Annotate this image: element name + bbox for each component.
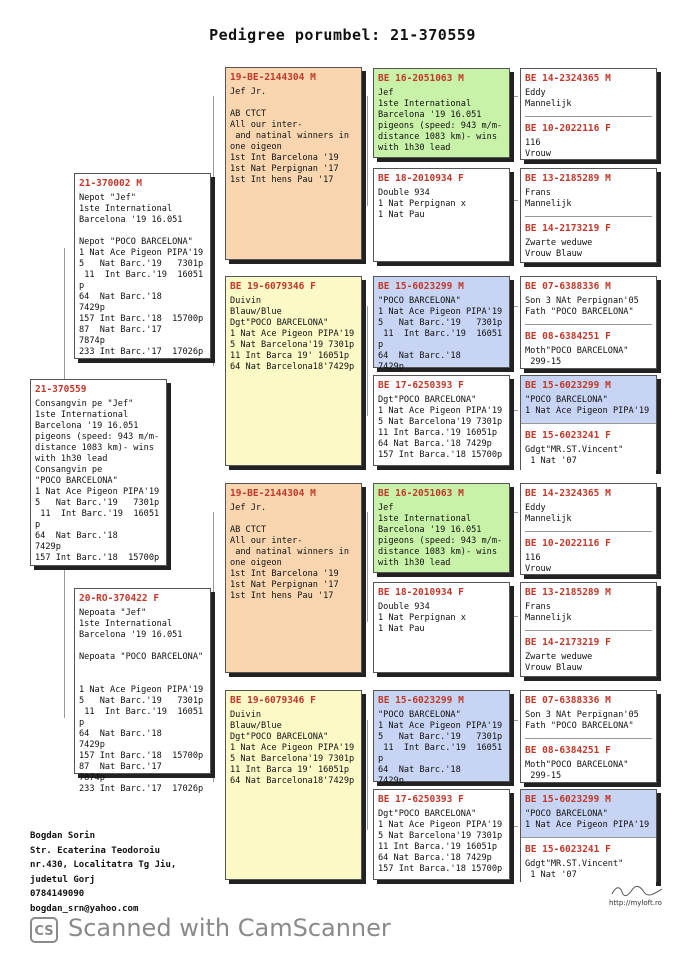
ggg-sire-ring-number: BE 13-2185289 M [525,173,611,184]
sire-ring-number: 21-370002 M [79,178,142,189]
ggg-card-4[interactable] [520,375,657,470]
gg-card-5[interactable] [373,483,510,573]
ggg-card-7[interactable] [520,690,657,783]
ggg-card-8[interactable] [520,789,657,882]
gg-description: "POCO BARCELONA" 1 Nat Ace Pigeon PIPA'19 5 Nat Barc.'19 7301p 11 Int Barc.'19 16051 p 64 Nat Barc.'18 7429p [378,296,503,372]
owner-locality: nr.430, Localitatra Tg Jiu, [30,860,177,870]
ggg-sire-description: Frans Mannelijk [525,602,572,623]
ggg-dam-description: Zwarte weduwe Vrouw Blauw [525,238,593,259]
gg-description: Double 934 1 Nat Perpignan x 1 Nat Pau [378,188,466,220]
page-title: Pedigree porumbel: 21-370559 [209,26,476,44]
ggg-dam-ring-number: BE 15-6023241 F [525,430,611,441]
gg-card-2[interactable] [373,168,510,262]
pigeon-card[interactable] [30,379,167,566]
granddam-maternal-card[interactable] [225,690,362,880]
ggg-dam-description: 116 Vrouw [525,138,551,159]
ggg-dam-description: Moth"POCO BARCELONA" 299-15 [525,346,629,367]
camscanner-logo-icon: CS [30,917,58,943]
connector-line [512,616,518,617]
granddam-maternal-description: Duivin Blauw/Blue Dgt"POCO BARCELONA" 1 Nat Ace Pigeon PIPA'19 5 Nat Barcelona'19 7301p 11 Int Barca 19' 16051p 64 Nat Barcelona18'7429p [230,710,355,786]
grandsire-maternal-description: Jef Jr. AB CTCT All our inter- and natinal winners in one oigeon 1st Int Barcelona '19 1st Nat Perpignan '17 1st Int hens Pau '17 [230,503,350,601]
gg-card-4[interactable] [373,375,510,466]
owner-email: bogdan_srn@yahoo.com [30,903,139,914]
ggg-dam-ring-number: BE 10-2022116 F [525,538,611,549]
owner-street: Str. Ecaterina Teodoroiu [30,845,161,856]
ggg-sire-ring-number: BE 07-6388336 M [525,695,611,706]
site-url: http://myloft.ro [609,899,662,907]
ggg-sire-description: "POCO BARCELONA" 1 Nat Ace Pigeon PIPA'19 [525,395,650,416]
ggg-sire-ring-number: BE 13-2185289 M [525,587,611,598]
ggg-sire-description: "POCO BARCELONA" 1 Nat Ace Pigeon PIPA'19 [525,809,650,830]
grandsire-maternal-card[interactable] [225,483,362,673]
gg-card-1[interactable] [373,68,510,158]
ggg-card-5[interactable] [520,483,657,575]
ggg-card-6[interactable] [520,582,657,677]
connector-line [512,410,518,411]
ggg-dam-ring-number: BE 14-2173219 F [525,637,611,648]
granddam-paternal-ring-number: BE 19-6079346 F [230,281,316,292]
gg-ring-number: BE 18-2010934 F [378,173,464,184]
ggg-dam-ring-number: BE 14-2173219 F [525,223,611,234]
grandsire-paternal-description: Jef Jr. AB CTCT All our inter- and natinal winners in one oigeon 1st Int Barcelona '19 1st Nat Perpignan '17 1st Int hens Pau '17 [230,87,350,185]
ggg-dam-ring-number: BE 08-6384251 F [525,331,611,342]
ggg-sire-ring-number: BE 15-6023299 M [525,794,611,805]
ggg-sire-description: Eddy Mannelijk [525,88,572,109]
connector-line [367,720,368,830]
connector-line [512,96,518,97]
ggg-dam-description: Gdgt"MR.ST.Vincent" 1 Nat '07 [525,859,624,880]
gg-description: Dgt"POCO BARCELONA" 1 Nat Ace Pigeon PIPA'19 5 Nat Barcelona'19 7301p 11 Int Barca.'19 16051p 64 Nat Barca.'18 7429p 157 Int Barca.'18 15700p [378,395,503,460]
connector-line [512,200,518,201]
ggg-sire-ring-number: BE 14-2324365 M [525,488,611,499]
dam-card[interactable] [74,588,211,794]
ggg-sire-description: Eddy Mannelijk [525,503,572,524]
ggg-sire-description: Son 3 NAt Perpignan'05 Fath "POCO BARCELONA" [525,296,639,317]
gg-ring-number: BE 16-2051063 M [378,488,464,499]
camscanner-watermark: Scanned with CamScanner [68,914,391,942]
gg-ring-number: BE 15-6023299 M [378,695,464,706]
connector-line [512,826,518,827]
ggg-dam-ring-number: BE 10-2022116 F [525,123,611,134]
ggg-dam-ring-number: BE 08-6384251 F [525,745,611,756]
pigeon-ring-number: 21-370559 [35,384,87,395]
ggg-sire-ring-number: BE 07-6388336 M [525,281,611,292]
connector-line [512,720,518,721]
ggg-dam-description: Moth"POCO BARCELONA" 299-15 [525,760,629,781]
owner-name: Bogdan Sorin [30,831,96,841]
connector-line [512,306,518,307]
gg-description: Jef 1ste International Barcelona '19 16.051 pigeons (speed: 943 m/m- distance 1083 km)- wins with 1h30 lead [378,88,503,153]
gg-description: "POCO BARCELONA" 1 Nat Ace Pigeon PIPA'19 5 Nat Barc.'19 7301p 11 Int Barc.'19 16051 p 64 Nat Barc.'18 7429p [378,710,503,786]
connector-line [367,96,368,206]
granddam-maternal-ring-number: BE 19-6079346 F [230,695,316,706]
grandsire-paternal-ring-number: 19-BE-2144304 M [230,72,316,83]
ggg-sire-ring-number: BE 14-2324365 M [525,73,611,84]
ggg-dam-description: Zwarte weduwe Vrouw Blauw [525,652,593,673]
ggg-dam-description: Gdgt"MR.ST.Vincent" 1 Nat '07 [525,445,624,466]
ggg-sire-description: Son 3 NAt Perpignan'05 Fath "POCO BARCELONA" [525,710,639,731]
owner-county: judetul Gorj [30,874,96,885]
granddam-paternal-card[interactable] [225,276,362,466]
ggg-dam-ring-number: BE 15-6023241 F [525,844,611,855]
ggg-sire-description: Frans Mannelijk [525,188,572,209]
gg-description: Jef 1ste International Barcelona '19 16.051 pigeons (speed: 943 m/m- distance 1083 km)- wins with 1h30 lead [378,503,503,568]
pigeon-description: Consangvin pe "Jef" 1ste International Barcelona '19 16.051 pigeons (speed: 943 m/m- distance 1083 km)- wins with 1h30 lead Consangvin pe "POCO BARCELONA" 1 Nat Ace Pigeon PIPA'19 5 Nat Barc.'19 7301p 11 Int Barc.'19 16051 p 64 Nat Barc.'18 7429p 157 Int Barc.'18 15700p [35,399,160,563]
ggg-dam-description: 116 Vrouw [525,553,551,574]
grandsire-maternal-ring-number: 19-BE-2144304 M [230,488,316,499]
ggg-sire-ring-number: BE 15-6023299 M [525,380,611,391]
grandsire-paternal-card[interactable] [225,67,362,260]
sire-description: Nepot "Jef" 1ste International Barcelona '19 16.051 Nepot "POCO BARCELONA" 1 Nat Ace Pigeon PIPA'19 5 Nat Barc.'19 7301p 11 Int Barc.'19 16051 p 64 Nat Barc.'18 7429p 157 Int Barc.'18 15700p 87 Nat Barc.'17 7874p 233 Int Barc.'17 17026p [79,193,204,357]
gg-card-8[interactable] [373,789,510,880]
dam-description: Nepoata "Jef" 1ste International Barcelona '19 16.051 Nepoata "POCO BARCELONA" 1 Nat Ace Pigeon PIPA'19 5 Nat Barc.'19 7301p 11 Int Barc.'19 16051 p 64 Nat Barc.'18 7429p 157 Int Barc.'18 15700p 87 Nat Barc.'17 7874p 233 Int Barc.'17 17026p [79,608,204,794]
sire-card[interactable] [74,173,211,359]
gg-description: Dgt"POCO BARCELONA" 1 Nat Ace Pigeon PIPA'19 5 Nat Barcelona'19 7301p 11 Int Barca.'19 16051p 64 Nat Barca.'18 7429p 157 Int Barca.'18 15700p [378,809,503,874]
ggg-card-2[interactable] [520,168,657,263]
connector-line [367,306,368,416]
connector-line [213,96,214,366]
gg-ring-number: BE 15-6023299 M [378,281,464,292]
gg-ring-number: BE 17-6250393 F [378,380,464,391]
gg-ring-number: BE 16-2051063 M [378,73,464,84]
dam-ring-number: 20-RO-370422 F [79,593,160,604]
signature-logo [610,884,664,898]
connector-line [512,512,518,513]
ggg-card-1[interactable] [520,68,657,160]
granddam-paternal-description: Duivin Blauw/Blue Dgt"POCO BARCELONA" 1 Nat Ace Pigeon PIPA'19 5 Nat Barcelona'19 7301p 11 Int Barca 19' 16051p 64 Nat Barcelona18'7429p [230,296,355,372]
gg-card-6[interactable] [373,582,510,673]
ggg-card-3[interactable] [520,276,657,369]
owner-phone: 0784149090 [30,889,85,899]
gg-ring-number: BE 17-6250393 F [378,794,464,805]
gg-ring-number: BE 18-2010934 F [378,587,464,598]
owner-contact [30,829,176,916]
gg-card-7[interactable] [373,690,510,786]
gg-card-3[interactable] [373,276,510,372]
gg-description: Double 934 1 Nat Perpignan x 1 Nat Pau [378,602,466,634]
connector-line [367,512,368,622]
connector-line [213,512,214,782]
